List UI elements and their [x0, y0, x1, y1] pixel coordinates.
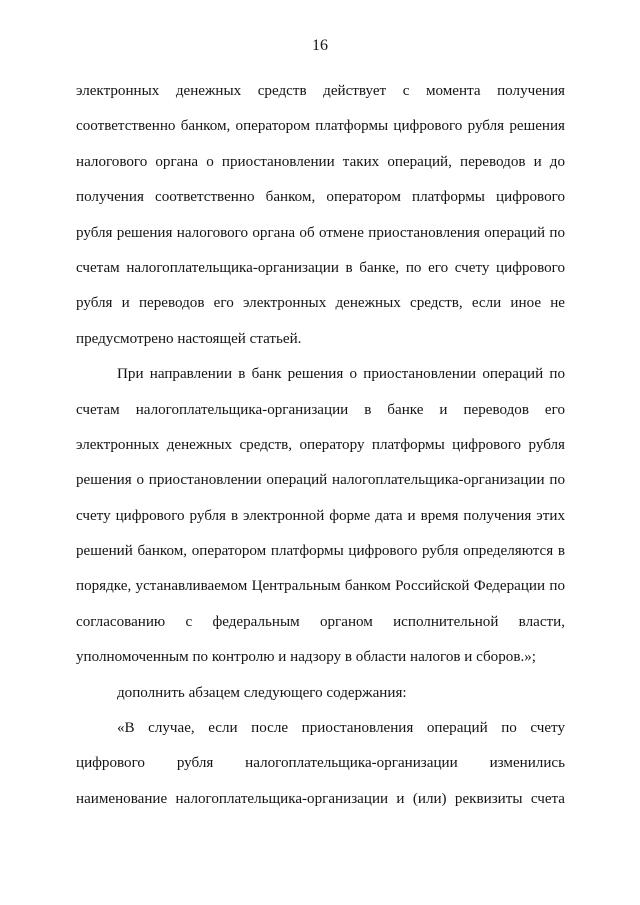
text-line: электронных денежных средств действует с момента получения — [76, 83, 565, 99]
text-line: При направлении в банк решения о приостановлении операций по — [117, 366, 565, 383]
text-line: счетам налогоплательщика-организации в банке, по его счету цифрового — [76, 259, 565, 276]
text-line: наименование налогоплательщика-организации и (или) реквизиты счета — [76, 790, 565, 807]
paragraph — [76, 711, 565, 817]
text-line: решений банком, оператором платформы цифрового рубля определяются в — [76, 543, 565, 560]
text-line: получения соответственно банком, оператором платформы цифрового — [76, 189, 565, 206]
paragraph — [76, 357, 565, 676]
text-line: счету цифрового рубля в электронной форме дата и время получения этих — [76, 507, 565, 524]
text-line: предусмотрено настоящей статьей. — [76, 330, 302, 347]
text-line: электронных денежных средств, оператору платформы цифрового рубля — [76, 436, 565, 453]
paragraph — [76, 74, 565, 357]
page-number: 16 — [312, 37, 328, 54]
text-line: согласованию с федеральным органом исполнительной власти, — [76, 613, 565, 630]
text-line: порядке, устанавливаемом Центральным банком Российской Федерации по — [76, 578, 565, 595]
text-line: налогового органа о приостановлении таких операций, переводов и до — [76, 153, 565, 170]
text-line: решения о приостановлении операций налогоплательщика-организации по — [76, 472, 565, 489]
text-line: счетам налогоплательщика-организации в банке и переводов его — [76, 401, 565, 418]
text-line: цифрового рубля налогоплательщика-организации изменились — [76, 755, 565, 772]
text-line: «В случае, если после приостановления операций по счету — [117, 720, 565, 737]
text-line: дополнить абзацем следующего содержания: — [117, 684, 407, 701]
text-line: рубля и переводов его электронных денежных средств, если иное не — [76, 295, 565, 312]
text-line: уполномоченным по контролю и надзору в области налогов и сборов.»; — [76, 649, 536, 666]
paragraph — [76, 676, 565, 711]
text-line: соответственно банком, оператором платформы цифрового рубля решения — [76, 118, 565, 135]
document-body — [76, 74, 565, 817]
text-line: рубля решения налогового органа об отмене приостановления операций по — [76, 224, 565, 241]
